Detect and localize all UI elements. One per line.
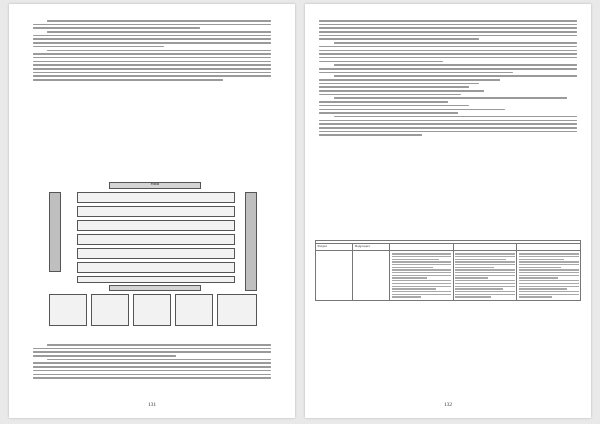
figure-box-2 <box>77 206 235 217</box>
figure-bottom-box-1 <box>49 294 87 326</box>
figure-bottom-box-4 <box>175 294 213 326</box>
table-cell <box>453 250 517 300</box>
figure-diagram <box>49 182 257 327</box>
figure-box-6 <box>77 262 235 273</box>
figure-side-results <box>49 192 61 272</box>
right-text <box>319 20 577 138</box>
figure-box-4 <box>77 234 235 245</box>
table-header-cell: Подраздел <box>353 244 390 251</box>
left-text-top <box>33 20 271 83</box>
figure-bottom-box-3 <box>133 294 171 326</box>
left-text-bottom <box>33 344 271 381</box>
table-row <box>316 250 581 300</box>
figure-side-bar <box>245 192 257 291</box>
table-cell <box>390 250 454 300</box>
content-table <box>315 240 581 301</box>
figure-box-8 <box>109 285 201 291</box>
table-header-cell <box>453 244 517 251</box>
table-cell <box>316 250 353 300</box>
table-header-cell <box>390 244 454 251</box>
figure-box-5 <box>77 248 235 259</box>
right-page <box>305 4 591 418</box>
figure-box-goso: ГОСО <box>109 182 201 189</box>
table-header-row <box>316 244 581 251</box>
figure-bottom-box-2 <box>91 294 129 326</box>
figure-box-3 <box>77 220 235 231</box>
table-header-cell <box>517 244 581 251</box>
figure-bottom-box-5 <box>217 294 257 326</box>
figure-box-7 <box>77 276 235 283</box>
left-page <box>9 4 295 418</box>
page-number: 132 <box>443 402 453 408</box>
figure-box-1 <box>77 192 235 203</box>
table-cell <box>353 250 390 300</box>
table-header-cell: Раздел <box>316 244 353 251</box>
table-cell <box>517 250 581 300</box>
page-number: 131 <box>147 402 157 408</box>
